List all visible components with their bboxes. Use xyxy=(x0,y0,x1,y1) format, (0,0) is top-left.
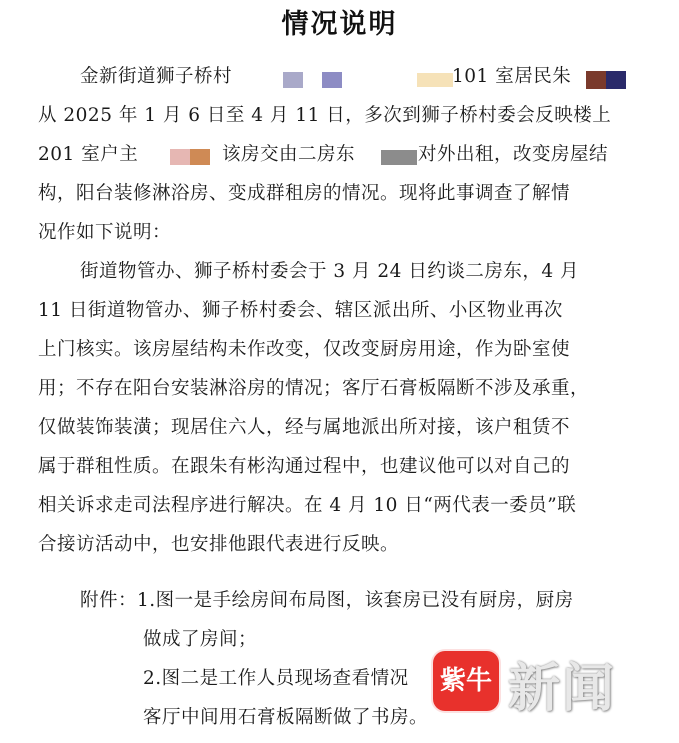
logo-text: 紫牛 xyxy=(439,666,492,696)
redaction-block xyxy=(322,72,342,88)
paragraph-2-line-6: 属于群租性质。在跟朱有彬沟通过程中，也建议他可以对自己的 xyxy=(38,456,571,477)
paragraph-2-line-2: 11 日街道物管办、狮子桥村委会、辖区派出所、小区物业再次 xyxy=(38,300,563,321)
redaction-block xyxy=(606,71,626,89)
redaction-block xyxy=(417,73,453,87)
paragraph-1-line-5: 况作如下说明： xyxy=(38,222,172,243)
redaction-block xyxy=(170,149,190,165)
redaction-block xyxy=(381,150,417,165)
paragraph-2-line-8: 合接访活动中，也安排他跟代表进行反映。 xyxy=(38,534,400,555)
paragraph-1-line-3b: 该房交由二房东 xyxy=(222,144,356,165)
attachment-line-1: 附件：1.图一是手绘房间布局图，该套房已没有厨房，厨房 xyxy=(80,590,574,611)
zi-niu-logo xyxy=(433,651,499,711)
paragraph-1-line-1b: 101 室居民朱 xyxy=(452,66,572,87)
redaction-block xyxy=(586,71,606,89)
paragraph-1-line-2: 从 2025 年 1 月 6 日至 4 月 11 日，多次到狮子桥村委会反映楼上 xyxy=(38,105,612,126)
news-watermark-text: 新闻 xyxy=(508,659,617,719)
redaction-block xyxy=(283,72,303,88)
paragraph-1-line-3c: 对外出租，改变房屋结 xyxy=(418,144,609,165)
paragraph-2-line-1: 街道物管办、狮子桥村委会于 3 月 24 日约谈二房东，4 月 xyxy=(80,261,579,282)
paragraph-2-line-3: 上门核实。该房屋结构未作改变，仅改变厨房用途，作为卧室使 xyxy=(38,339,571,360)
paragraph-1-line-1a: 金新街道狮子桥村 xyxy=(80,66,233,87)
paragraph-2-line-7: 相关诉求走司法程序进行解决。在 4 月 10 日“两代表一委员”联 xyxy=(38,495,577,516)
paragraph-1-line-3a: 201 室户主 xyxy=(38,144,139,165)
attachment-line-4: 客厅中间用石膏板隔断做了书房。 xyxy=(143,707,429,728)
paragraph-2-line-4: 用；不存在阳台安装淋浴房的情况；客厅石膏板隔断不涉及承重， xyxy=(38,378,590,399)
paragraph-1-line-4: 构，阳台装修淋浴房、变成群租房的情况。现将此事调查了解情 xyxy=(38,183,571,204)
paragraph-2-line-5: 仅做装饰装潢；现居住六人，经与属地派出所对接，该户租赁不 xyxy=(38,417,571,438)
redaction-block xyxy=(190,149,210,165)
attachment-line-2: 做成了房间； xyxy=(143,629,258,650)
attachment-line-3: 2.图二是工作人员现场查看情况 xyxy=(143,668,409,689)
document-title: 情况说明 xyxy=(281,9,398,40)
